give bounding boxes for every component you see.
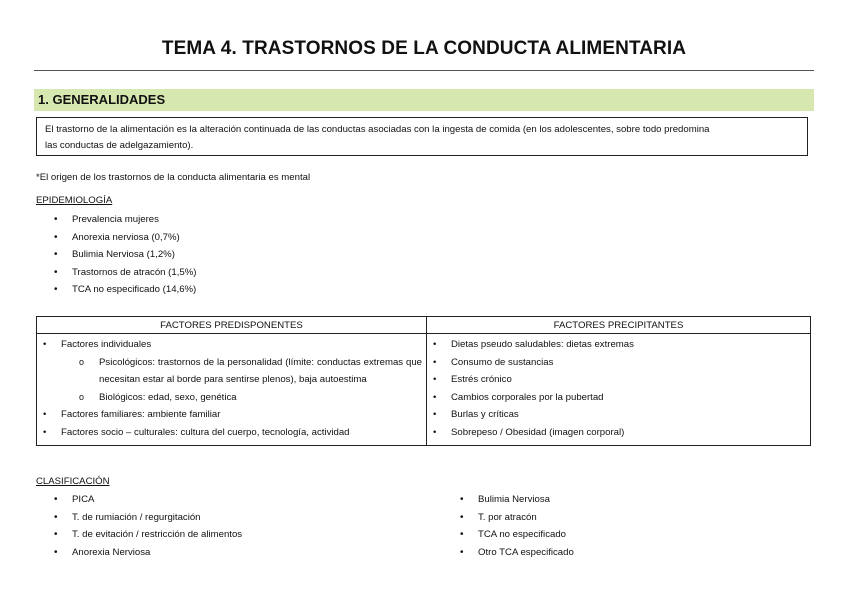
- list-item: • Bulimia Nerviosa: [460, 491, 574, 509]
- list-item: • Trastornos de atracón (1,5%): [54, 264, 196, 282]
- definition-box: [36, 117, 808, 156]
- definition-line-1: El trastorno de la alimentación es la alteración continuada de las conductas asociadas con la ingesta de comida (en los adolescentes, sobre todo predomina: [45, 124, 710, 135]
- epidemiology-list: [54, 211, 196, 299]
- factor-item: • Consumo de sustancias: [431, 354, 806, 372]
- list-item: • TCA no especificado: [460, 526, 574, 544]
- individual-factors: Factores individuales: [61, 339, 152, 350]
- page-title: TEMA 4. TRASTORNOS DE LA CONDUCTA ALIMENTARIA: [161, 38, 687, 59]
- biological-factors: o Biológicos: edad, sexo, genética: [61, 389, 422, 407]
- family-factors: • Factores familiares: ambiente familiar: [41, 406, 422, 424]
- factor-item: • Cambios corporales por la pubertad: [431, 389, 806, 407]
- predisposing-cell: [37, 334, 427, 446]
- classification-heading: CLASIFICACIÓN: [36, 476, 110, 487]
- precipitating-header: FACTORES PRECIPITANTES: [427, 317, 811, 334]
- list-item: • Anorexia nerviosa (0,7%): [54, 229, 196, 247]
- list-item: • T. por atracón: [460, 509, 574, 527]
- list-item: • Anorexia Nerviosa: [54, 544, 242, 562]
- list-item: • T. de evitación / restricción de alimentos: [54, 526, 242, 544]
- list-item: • Otro TCA especificado: [460, 544, 574, 562]
- factor-item: • Burlas y críticas: [431, 406, 806, 424]
- list-item: • PICA: [54, 491, 242, 509]
- list-item: • Bulimia Nerviosa (1,2%): [54, 246, 196, 264]
- factor-item: • Sobrepeso / Obesidad (imagen corporal): [431, 424, 806, 442]
- classification-list-left: [54, 491, 242, 561]
- definition-line-2: las conductas de adelgazamiento).: [45, 140, 194, 151]
- classification-list-right: [460, 491, 574, 561]
- epidemiology-heading: EPIDEMIOLOGÍA: [36, 195, 113, 206]
- section-heading-bar: [34, 89, 814, 111]
- title-divider: [34, 70, 814, 71]
- list-item: • Prevalencia mujeres: [54, 211, 196, 229]
- section-heading: 1. GENERALIDADES: [38, 92, 166, 107]
- factor-item: • Estrés crónico: [431, 371, 806, 389]
- psychological-factors: o Psicológicos: trastornos de la personalidad (límite: conductas extremas que necesitan estar al borde para sentirse plenos), baja autoestima: [61, 354, 422, 389]
- factor-item: • Dietas pseudo saludables: dietas extremas: [431, 336, 806, 354]
- predisposing-header: FACTORES PREDISPONENTES: [37, 317, 427, 334]
- factor-item: [41, 336, 422, 406]
- sociocultural-factors: • Factores socio – culturales: cultura del cuerpo, tecnología, actividad: [41, 424, 422, 442]
- precipitating-cell: [427, 334, 811, 446]
- factors-table: [36, 316, 811, 446]
- origin-note: *El origen de los trastornos de la conducta alimentaria es mental: [36, 172, 311, 183]
- list-item: • T. de rumiación / regurgitación: [54, 509, 242, 527]
- list-item: • TCA no especificado (14,6%): [54, 281, 196, 299]
